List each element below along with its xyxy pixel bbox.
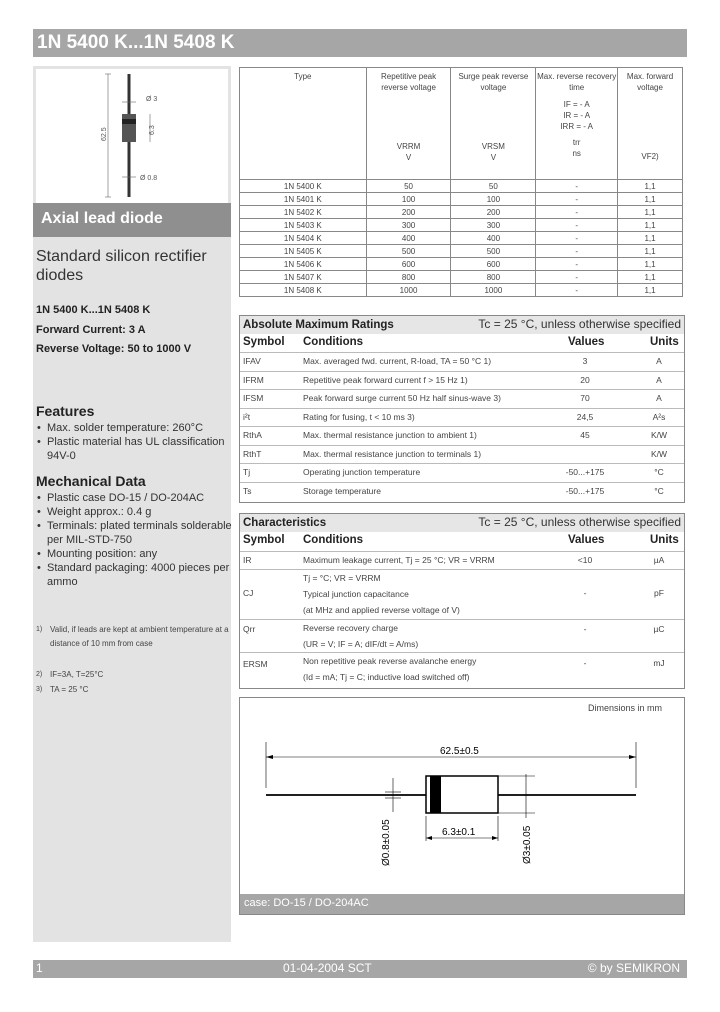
dimensions-caption: Dimensions in mm [587, 703, 662, 713]
table-cell: 1,1 [618, 232, 683, 245]
table-cell: 1N 5408 K [240, 284, 367, 297]
table-cell: 500 [451, 245, 536, 258]
col-trr: Max. reverse recovery time IF = - A IR = - A IRR = - A trr ns [536, 68, 618, 180]
table-row [240, 389, 684, 409]
col-conditions: Conditions [303, 336, 364, 348]
cell-sym: IFSM [243, 393, 264, 403]
cell-unit: K/W [650, 448, 668, 459]
table-cell: 300 [451, 219, 536, 232]
cell-cond: Max. thermal resistance junction to terminals 1) [303, 448, 482, 459]
list-item: • Max. solder temperature: 260°C [36, 421, 232, 435]
lead-diameter-label: Ø0.8±0.05 [381, 819, 392, 866]
table-cell: 600 [451, 258, 536, 271]
doc-date: 01-04-2004 SCT [283, 961, 372, 975]
page-title: 1N 5400 K...1N 5408 K [37, 32, 235, 53]
table-cell: 1N 5407 K [240, 271, 367, 284]
table-cell: - [536, 219, 618, 232]
cell-sym: IFAV [243, 356, 261, 366]
table-cell: 1N 5404 K [240, 232, 367, 245]
abs-max-header: Absolute Maximum Ratings Tc = 25 °C, unless otherwise specified [240, 316, 684, 334]
table-cell: 100 [366, 193, 451, 206]
table-cell: 600 [366, 258, 451, 271]
table-cell: 1N 5402 K [240, 206, 367, 219]
cell-unit: K/W [650, 430, 668, 440]
table-cell: 1,1 [618, 271, 683, 284]
case-label: case: DO-15 / DO-204AC [244, 897, 369, 909]
diode-illustration [36, 69, 228, 203]
char-row-ir: IR Maximum leakage current, Tj = 25 °C; VR = VRRM <10 µA [240, 551, 684, 570]
table-row [240, 180, 683, 193]
table-cell: - [536, 206, 618, 219]
table-cell: 1,1 [618, 284, 683, 297]
product-title: Standard silicon rectifier diodes [36, 248, 207, 284]
cell-val: 3 [582, 356, 588, 366]
page-number: 1 [36, 961, 43, 975]
table-cell: 1,1 [618, 245, 683, 258]
cell-unit: °C [654, 485, 664, 496]
table-cell: 1,1 [618, 206, 683, 219]
footnote-3: 3) TA = 25 °C [36, 685, 89, 694]
mechanical-heading: Mechanical Data [36, 473, 146, 489]
cell-val: -50...+175 [565, 467, 605, 477]
table-row [240, 408, 684, 428]
table-cell: 1,1 [618, 193, 683, 206]
col-vrsm: Surge peak reverse voltage VRSM V [451, 68, 536, 180]
package-drawing [240, 698, 684, 894]
table-cell: 1000 [451, 284, 536, 297]
cell-sym: RthT [243, 448, 262, 459]
length-dim-label: 62.5 [101, 127, 108, 141]
cell-val: 24,5 [576, 411, 594, 422]
diode-outline-drawing [36, 69, 228, 203]
lead-dim-label: Ø 0.8 [140, 175, 158, 182]
table-cell: 100 [451, 193, 536, 206]
cell-cond: Repetitive peak forward current f > 15 Hz 1) [303, 374, 468, 385]
forward-current: Forward Current: 3 A [36, 324, 146, 336]
dia-dim-label: Ø 3 [146, 96, 158, 103]
features-heading: Features [36, 403, 95, 419]
cell-sym: i²t [243, 411, 251, 422]
list-item: • Weight approx.: 0.4 g [36, 505, 232, 519]
cell-unit: A [656, 374, 662, 385]
table-row [240, 482, 684, 502]
table-cell: - [536, 271, 618, 284]
copyright: © by SEMIKRON [587, 961, 680, 975]
cell-sym: IFRM [243, 374, 264, 385]
table-cell: 500 [366, 245, 451, 258]
cell-cond: Rating for fusing, t < 10 ms 3) [303, 411, 415, 422]
part-range: 1N 5400 K...1N 5408 K [36, 304, 151, 316]
table-cell: - [536, 193, 618, 206]
char-row-qrr: Qrr Reverse recovery charge (UR = V; IF = A; dIF/dt = A/ms) - µC [240, 619, 684, 653]
table-row [240, 206, 683, 219]
axial-lead-banner [33, 203, 231, 237]
char-header: Characteristics Tc = 25 °C, unless otherwise specified [240, 514, 684, 532]
axial-lead-label: Axial lead diode [41, 210, 163, 227]
cell-unit: A [656, 356, 662, 366]
table-cell: - [536, 245, 618, 258]
col-vrrm: Repetitive peak reverse voltage VRRM V [366, 68, 451, 180]
table-row [240, 426, 684, 446]
col-units: Units [650, 534, 679, 546]
table-cell: - [536, 258, 618, 271]
table-cell: 1N 5405 K [240, 245, 367, 258]
table-cell: 400 [366, 232, 451, 245]
cell-val: 70 [580, 393, 590, 403]
table-row [240, 232, 683, 245]
table-cell: 800 [451, 271, 536, 284]
list-item: • Mounting position: any [36, 547, 232, 561]
type-table [239, 67, 683, 297]
footer-bar [33, 960, 687, 978]
cell-cond: Max. averaged fwd. current, R-load, TA = 50 °C 1) [303, 356, 492, 366]
reverse-voltage: Reverse Voltage: 50 to 1000 V [36, 343, 192, 355]
col-type: Type [240, 68, 367, 180]
cell-sym: Ts [243, 485, 252, 496]
col-values: Values [568, 336, 605, 348]
char-row-cj: CJ Tj = °C; VR = VRRM Typical junction capacitance (at MHz and applied reverse voltage of V) - pF [240, 569, 684, 620]
table-cell: 400 [451, 232, 536, 245]
footnote-1: 1) Valid, if leads are kept at ambient temperature at a distance of 10 mm from case [36, 625, 229, 648]
table-cell: 1N 5406 K [240, 258, 367, 271]
characteristics-box [239, 513, 685, 689]
body-dim-label: 6.3 [149, 125, 156, 135]
col-units: Units [650, 336, 679, 348]
table-cell: - [536, 284, 618, 297]
cell-unit: A²s [652, 411, 666, 422]
type-table-header [240, 68, 683, 180]
total-length-label: 62.5±0.5 [440, 746, 479, 757]
table-cell: 50 [366, 180, 451, 193]
table-row [240, 463, 684, 483]
cell-cond: Storage temperature [303, 485, 381, 496]
col-symbol: Symbol [243, 336, 285, 348]
table-cell: 50 [451, 180, 536, 193]
table-row [240, 352, 684, 372]
table-cell: - [536, 232, 618, 245]
cell-val: -50...+175 [565, 485, 605, 496]
list-item: • Terminals: plated terminals solderable per MIL-STD-750 [36, 519, 232, 547]
col-conditions: Conditions [303, 534, 364, 546]
table-cell: 1000 [366, 284, 451, 297]
list-item: • Plastic material has UL classification 94V-0 [36, 435, 232, 463]
table-row [240, 445, 684, 465]
cell-val: 20 [580, 374, 590, 385]
cell-val: 45 [580, 430, 590, 440]
table-cell: 1,1 [618, 219, 683, 232]
col-symbol: Symbol [243, 534, 285, 546]
features-list [36, 421, 232, 463]
cell-unit: A [656, 393, 662, 403]
cell-cond: Peak forward surge current 50 Hz half sinus-wave 3) [303, 393, 501, 403]
body-diameter-label: Ø3±0.05 [522, 825, 533, 864]
cell-sym: Tj [243, 467, 251, 477]
mechanical-list [36, 491, 232, 589]
table-row [240, 193, 683, 206]
table-cell: 1N 5401 K [240, 193, 367, 206]
col-vf: Max. forward voltage VF2) [618, 68, 683, 180]
title-bar [33, 29, 687, 57]
table-row [240, 371, 684, 391]
table-row [240, 245, 683, 258]
char-row-ersm: ERSM Non repetitive peak reverse avalanche energy (Id = mA; Tj = C; inductive load switched off) - mJ [240, 652, 684, 687]
table-cell: 300 [366, 219, 451, 232]
table-row [240, 284, 683, 297]
cell-cond: Max. thermal resistance junction to ambient 1) [303, 430, 477, 440]
table-cell: 200 [366, 206, 451, 219]
table-row [240, 258, 683, 271]
table-cell: 1,1 [618, 258, 683, 271]
cell-cond: Operating junction temperature [303, 467, 421, 477]
dimension-drawing-box [239, 697, 685, 915]
cell-unit: °C [654, 467, 664, 477]
table-row [240, 271, 683, 284]
table-cell: 1N 5400 K [240, 180, 367, 193]
table-cell: 200 [451, 206, 536, 219]
cell-sym: RthA [243, 430, 262, 440]
list-item: • Plastic case DO-15 / DO-204AC [36, 491, 232, 505]
table-cell: - [536, 180, 618, 193]
table-cell: 1,1 [618, 180, 683, 193]
table-row [240, 219, 683, 232]
case-label-bar [240, 894, 684, 914]
col-values: Values [568, 534, 605, 546]
table-cell: 1N 5403 K [240, 219, 367, 232]
footnote-2: 2) IF=3A, T=25°C [36, 670, 104, 679]
list-item: • Standard packaging: 4000 pieces per ammo [36, 561, 232, 589]
body-length-label: 6.3±0.1 [442, 827, 476, 838]
table-cell: 800 [366, 271, 451, 284]
abs-max-ratings-box [239, 315, 685, 503]
